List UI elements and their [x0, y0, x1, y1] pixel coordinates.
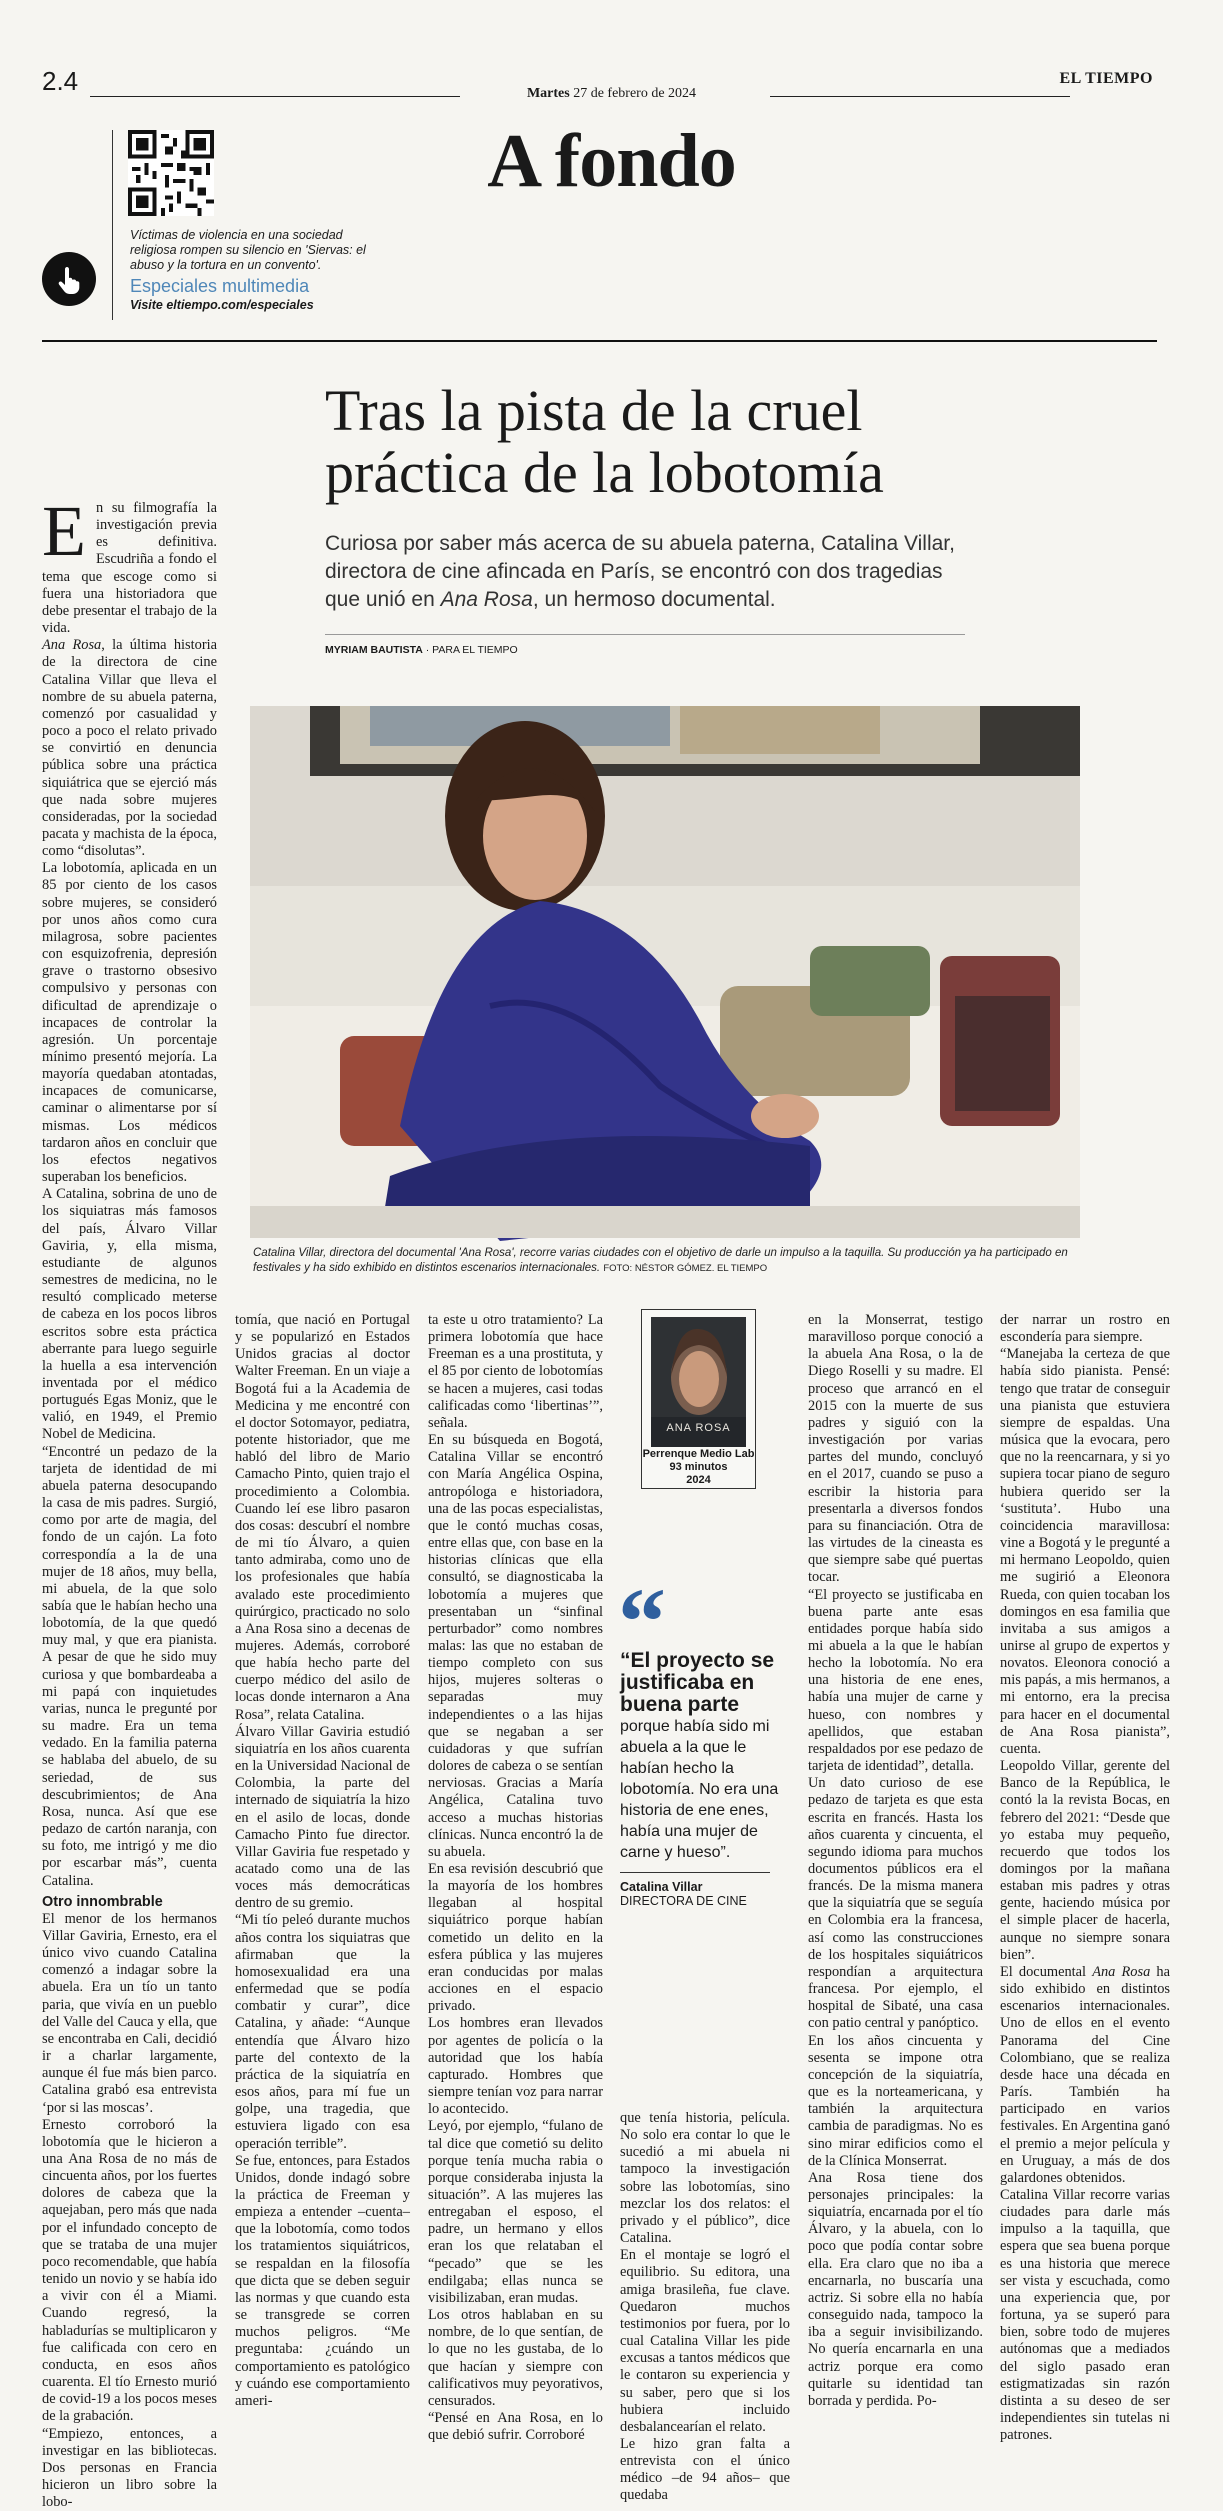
subheading: Otro innombrable: [42, 1893, 163, 1910]
section-title: A fondo: [487, 119, 736, 203]
quote-author: Catalina Villar DIRECTORA DE CINE: [620, 1880, 747, 1908]
photo-caption: Catalina Villar, directora del documental 'Ana Rosa', recorre varias ciudades con el objetivo de darle un impulso a la taquilla. Su producción ya ha participado en festivales y ha sido exhibido en distintos escenarios internacionales. FOTO: NÉSTOR GÓMEZ. EL TIEMPO: [253, 1247, 1068, 1274]
section-rule: [42, 340, 1157, 342]
promo-divider: [112, 130, 113, 320]
promo-url[interactable]: Visite eltiempo.com/especiales: [130, 298, 314, 312]
byline-rule: [325, 634, 965, 635]
film-info-box: [641, 1309, 756, 1489]
article-column-6: der narrar un rostro en escondería para siempre. “Manejaba la certeza de que había sido pianista. Pensé: tengo que tratar de conseguir una pianista que estuviera siempre de espaldas. Una música que la evocara, pero que no la reencarnara, y si yo supiera tocar piano de seguro hubiera querido ser la ‘sustituta’. Hubo una coincidencia maravillosa: vine a Bogotá y le pregunté a mi hermano Leopoldo, quien me sugirió a Eleonora Rueda, con quien tocaban los domingos en esa familia que invitaba a sus amigos a unirse al grupo de expertos y novatos. Eleonora conoció a mis papás, a mis hermanos, a mi entorno, era la precisa para hacer en el documental de Ana Rosa pianista”, cuenta. Leopoldo Villar, gerente del Banco de la República, le contó la la revista Bocas, en febrero del 2021: “Desde que yo estaba muy pequeño, recuerdo que todos los domingos por la mañana estaban mis padres y otras gente, haciendo música por el simple placer de hacerla, aunque no siempre sonara bien”. El documental Ana Rosa ha sido exhibido en distintos escenarios internacionales. Uno de ellos en el evento Panorama del Cine Colombiano, que se realiza desde hace una década en París. También ha participado en varios festivales. En Argentina ganó el premio a mejor película y en Uruguay, a más de dos galardones obtenidos. Catalina Villar recorre varias ciudades para darle más impulso a la taquilla, que espera que sea buena porque es una historia que merece ser vista y escuchada, como una experiencia que, por fortuna, ya se superó para bien, sobre todo de mujeres autónomas que a mediados del siglo pasado eran estigmatizadas sin razón distinta a su deseo de ser independientes sin tutelas ni patrones.: [1000, 1312, 1170, 2444]
poster-title: ANA ROSA: [666, 1422, 731, 1434]
article-column-2: tomía, que nació en Portugal y se popularizó en Estados Unidos gracias al doctor Walter Freeman. En un viaje a Bogotá fui a la Academia de Medicina y me encontré con el doctor Sotomayor, pediatra, potente historiador, que me habló del libro de Mario Camacho Pinto, quien trajo el procedimiento a Colombia. Cuando leí ese libro pasaron dos cosas: descubrí el nombre de mi tío Álvaro, a quien tanto admiraba, como uno de los profesionales que había avalado este procedimiento quirúrgico, practicado no solo a Ana Rosa sino a decenas de mujeres. Además, corroboré que había hecho parte del cuerpo médico del asilo de locas donde internaron a Ana Rosa”, relata Catalina. Álvaro Villar Gaviria estudió siquiatría en los años cuarenta en la Universidad Nacional de Colombia, la parte del internado de siquiatría la hizo en el asilo de locas, donde Camacho Pinto fue director. Villar Gaviria fue respetado y acatado como una de las voces más democráticas dentro de su gremio. “Mi tío peleó durante muchos años contra los siquiatras que afirmaban que la homosexualidad era una enfermedad que se podía combatir y curar”, dice Catalina, y añade: “Aunque entendía que Álvaro hizo parte del contexto de la práctica de la siquiatría en esos años, para mí fue un golpe, una tragedia, que estuviera ligado con esa operación terrible”. Se fue, entonces, para Estados Unidos, donde indagó sobre la práctica de Freeman y empieza a entender –cuenta– que la lobotomía, como todos los tratamientos siquiátricos, se respaldan en la filosofía que dicta que se deben seguir las normas y que cuando esta se transgrede se corren muchos peligros. “Me preguntaba: ¿cuándo un comportamiento es patológico y cuándo ese comportamiento ameri-: [235, 1312, 410, 2409]
article-headline: Tras la pista de la cruel práctica de la lobotomía: [325, 378, 884, 505]
page-number: 2.4: [42, 66, 79, 96]
article-column-1: En su filmografía la investigación previa es definitiva. Escudriña a fondo el tema que escoge como si fuera una historiadora que debe presentar el trabajo de la vida. Ana Rosa, la última historia de la directora de cine Catalina Villar que lleva el nombre de su abuela paterna, comenzó por casualidad y poco a poco el relato privado se convirtió en denuncia pública sobre una práctica siquiátrica que se ejerció más que nada sobre mujeres consideradas, por la sociedad pacata y machista de la época, como “disolutas”. La lobotomía, aplicada en un 85 por ciento de los casos sobre mujeres, se consideró por unos años como cura milagrosa, sobre pacientes con esquizofrenia, depresión grave o trastorno obsesivo compulsivo y personas con dificultad de aprendizaje o incapaces de controlar la agresión. Un porcentaje mínimo presentó mejoría. La mayoría quedaban atontadas, incapaces de comunicarse, caminar o alimentarse por sí mismas. Los médicos tardaron años en concluir que los efectos negativos superaban los beneficios. A Catalina, sobrina de uno de los siquiatras más famosos del país, Álvaro Villar Gaviria, y, ella misma, estudiante de algunos semestres de medicina, no le resultó complicado meterse de cabeza en los pocos libros escritos sobre esta práctica aberrante para luego seguirle la huella a esa intervención inventada por el médico portugués Egas Moniz, que le valió, en 1949, el Premio Nobel de Medicina. “Encontré un pedazo de la tarjeta de identidad de mi abuela paterna desocupando la casa de mis padres. Surgió, como por arte de magia, del fondo de un cajón. La foto correspondía a la de una mujer de 18 años, muy bella, mi abuela, de la que solo sabía que le habían hecho una lobotomía, de la que quedó muy mal, y que era pianista. A pesar de que he sido muy curiosa y que bombardeaba a mi papá con inquietudes varias, nunca le pregunté por su madre. Era un tema vedado. En la familia paterna se hablaba del abuelo, de su seriedad, de sus descubrimientos; de Ana Rosa, nunca. Así que ese pedazo de cartón naranja, con su foto, me intrigó y me dio por escarbar más”, cuenta Catalina. Otro innombrable El menor de los hermanos Villar Gaviria, Ernesto, era el único vivo cuando Catalina comenzó a indagar sobre la abuela. Era un tío un tanto paria, que vivía en un pueblo del Valle del Cauca y ella, que se encontraba en Cali, decidió ir a charlar largamente, aunque él fue más bien parco. Catalina grabó esa entrevista ‘por si las moscas’. Ernesto corroboró la lobotomía que le hicieron a una Ana Rosa de no más de cincuenta años, por los fuertes dolores de cabeza que la aquejaban, pero más que nada por el infundado concepto de que se trataba de una mujer poco recomendable, que había tenido un novio y se había ido a vivir con él a Miami. Cuando regresó, la habladurías se multiplicaron y fue calificada con cero en conducta, en esos años cuarenta. El tío Ernesto murió de covid-19 a los pocos meses de la grabación. “Empiezo, entonces, a investigar en las bibliotecas. Dos personas en Francia hicieron un libro sobre la lobo-: [42, 491, 218, 2511]
portrait-photo: [250, 706, 1080, 1238]
film-poster: [651, 1317, 746, 1447]
lead-paragraph: En su filmografía la investigación previa es definitiva. Escudriña a fondo el tema que escoge como si fuera una historiadora que debe presentar el trabajo de la vida.: [42, 491, 217, 637]
promo-text: Víctimas de violencia en una sociedad religiosa rompen su silencio en 'Siervas: el abuso y la tortura en un convento'.: [130, 228, 366, 272]
multimedia-specials-link[interactable]: Especiales multimedia: [130, 276, 310, 296]
tap-hand-icon: [42, 252, 96, 306]
qr-code-icon[interactable]: [128, 130, 214, 216]
issue-date: Martes 27 de febrero de 2024: [526, 86, 697, 101]
brand-logo: EL TIEMPO: [1059, 70, 1153, 87]
pull-quote: “El proyecto se justificaba en buena parte porque había sido mi abuela a la que le habían hecho la lobotomía. No era una historia de ene enes, había una mujer de carne y hueso”.: [620, 1649, 779, 1861]
article-column-5: en la Monserrat, testigo maravilloso porque conoció a la abuela Ana Rosa, o la de Diego Roselli y su madre. El proceso que arrancó en el 2015 con la muerte de sus padres y siguió con la investigación por varias partes del mundo, concluyó en el 2017, cuando se puso a escribir la historia para presentarla a diversos fondos para su financiación. Otra de las virtudes de la cineasta es que siempre sabe qué puertas tocar. “El proyecto se justificaba en buena parte ante esas entidades porque había sido mi abuela a la que le habían hecho la lobotomía. No era una historia de ene enes, había una mujer de carne y hueso, con nombres y apellidos, que estaban respaldados por ese pedazo de tarjeta de identidad”, detalla. Un dato curioso de ese pedazo de tarjeta es que esta escrita en francés. Hasta los años cuarenta y cincuenta, el segundo idioma para muchos documentos públicos era el francés. De la misma manera que la siquiatría que se seguía en Colombia era la francesa, así como las construcciones de los hospitales siquiátricos respondían a arquitectura francesa. Por ejemplo, el hospital de Sibaté, una casa con patio central y panóptico. En los años cincuenta y sesenta se impone otra concepción de la siquiatría, que es la norteamericana, y también la arquitectura cambia de paradigmas. No es sino mirar edificios como el de la Clínica Monserrat. Ana Rosa tiene dos personajes principales: la siquiatría, encarnada por el tío Álvaro, y la abuela, con lo poco que podía contar sobre ella. Era claro que no iba a encarnarla, no buscaría una actriz. Si sobre ella no había conseguido nada, tampoco la iba a seguir invisibilizando. No quería encarnarla en una actriz porque era como quitarle su identidad tan borrada y perdida. Po-: [808, 1312, 983, 2409]
article-column-4: que tenía historia, película. No solo era contar lo que le sucedió a mi abuela ni tampoco la investigación sobre las lobotomías, sino mezclar los dos relatos: el privado y el público”, dice Catalina. En el montaje se logró el equilibrio. Su editora, una amiga brasileña, fue clave. Quedaron muchos testimonios por fuera, por lo cual Catalina Villar les pide excusas a tantos médicos que le contaron su experiencia y su saber, pero que si los hubiera incluido desbalancearían el relato. Le hizo gran falta a entrevista con el único médico –de 94 años– que quedaba: [620, 2110, 790, 2504]
article-dek: Curiosa por saber más acerca de su abuela paterna, Catalina Villar, directora de cine afincada en París, se encontró con dos tragedias que unió en Ana Rosa, un hermoso documental.: [325, 532, 955, 611]
film-year: 2024: [686, 1474, 711, 1486]
quote-mark-icon: “: [618, 1568, 666, 1675]
article-column-3: ta este u otro tratamiento? La primera lobotomía que hace Freeman es a una prostituta, y el 85 por ciento de lobotomías se hacen a mujeres, casi todas calificadas como ‘libertinas’”, señala. En su búsqueda en Bogotá, Catalina Villar se encontró con María Angélica Ospina, antropóloga e historiadora, una de las pocas especialistas, que le contó muchas cosas, entre ellas que, con base en la historias clínicas que ella consultó, se diagnosticaba la lobotomía a mujeres que presentaban un “sinfinal perturbador” como nombres malas: las que no estaban de tiempo completo con sus hijos, mujeres solteras o separadas muy independientes o a las hijas que se negaban a ser cuidadoras y que sufrían dolores de cabeza o se sentían nerviosas. Gracias a María Angélica, Catalina tuvo acceso a muchas historias clínicas. Nunca encontró la de su abuela. En esa revisión descubrió que la mayoría de los hombres llegaban al hospital siquiátrico porque habían cometido un delito en la esfera pública y las mujeres eran conducidas por malas acciones en el espacio privado. Los hombres eran llevados por agentes de policía o la autoridad que los había capturado. Hombres que siempre tenían voz para narrar lo acontecido. Leyó, por ejemplo, “fulano de tal dice que cometió su delito porque tenía mucha rabia o porque consideraba injusta la situación”. A las mujeres las entregaban el esposo, el padre, un hermano y ellos eran los que relataban el “pecado” que se les endilgaba; ellas nunca se visibilizaban, eran mudas. Los otros hablaban en su nombre, de lo que sentían, de lo que no les gustaba, de lo que hacían y siempre con calificativos muy peyorativos, censurados. “Pensé en Ana Rosa, en lo que debió sufrir. Corroboré: [428, 1312, 603, 2444]
film-duration: 93 minutos: [669, 1461, 728, 1473]
film-producer: Perrenque Medio Lab: [642, 1448, 755, 1460]
quote-author-rule: [620, 1872, 770, 1873]
byline: MYRIAM BAUTISTA · PARA EL TIEMPO: [325, 644, 518, 656]
